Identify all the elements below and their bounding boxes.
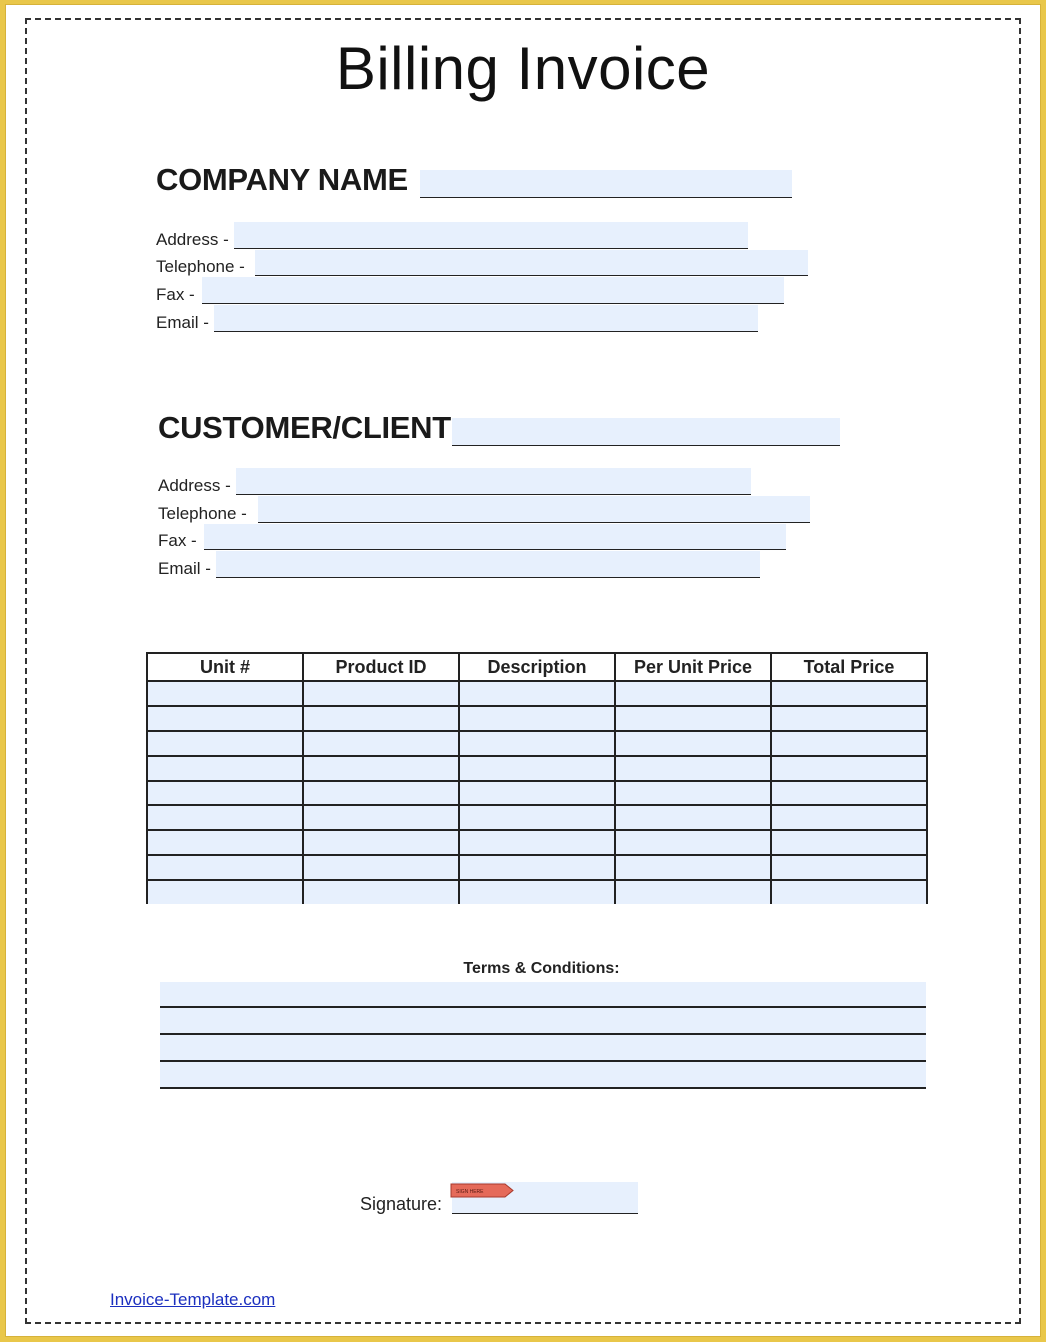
company-fax-field[interactable]: [202, 277, 784, 304]
table-cell[interactable]: [303, 805, 459, 830]
table-cell[interactable]: [771, 681, 927, 706]
table-cell[interactable]: [771, 855, 927, 880]
table-cell[interactable]: [459, 706, 615, 731]
table-cell[interactable]: [459, 855, 615, 880]
sign-here-tag-text: SIGN HERE: [456, 1189, 484, 1195]
table-cell[interactable]: [303, 855, 459, 880]
table-row: [147, 756, 927, 781]
table-cell[interactable]: [303, 781, 459, 806]
terms-line[interactable]: [160, 1062, 926, 1089]
customer-email-label: Email -: [158, 559, 211, 578]
table-cell[interactable]: [459, 781, 615, 806]
company-name-heading: COMPANY NAME: [156, 162, 408, 197]
items-table-body: [147, 681, 927, 904]
items-table: [146, 652, 928, 904]
customer-client-heading: CUSTOMER/CLIENT: [158, 410, 451, 445]
table-cell[interactable]: [615, 781, 771, 806]
terms-line[interactable]: [160, 1008, 926, 1035]
header-total-price: Total Price: [771, 653, 927, 681]
table-cell[interactable]: [615, 805, 771, 830]
table-cell[interactable]: [615, 681, 771, 706]
table-cell[interactable]: [303, 880, 459, 904]
table-cell[interactable]: [459, 756, 615, 781]
table-cell[interactable]: [771, 880, 927, 904]
table-cell[interactable]: [459, 830, 615, 855]
table-row: [147, 731, 927, 756]
table-cell[interactable]: [303, 706, 459, 731]
table-cell[interactable]: [147, 681, 303, 706]
signature-label: Signature:: [360, 1194, 443, 1214]
table-cell[interactable]: [771, 830, 927, 855]
table-row: [147, 880, 927, 904]
terms-line[interactable]: [160, 982, 926, 1008]
table-cell[interactable]: [459, 731, 615, 756]
table-cell[interactable]: [615, 880, 771, 904]
company-address-label: Address -: [156, 230, 229, 249]
table-row: [147, 681, 927, 706]
table-cell[interactable]: [771, 756, 927, 781]
table-cell[interactable]: [147, 706, 303, 731]
table-cell[interactable]: [303, 756, 459, 781]
table-cell[interactable]: [147, 756, 303, 781]
table-cell[interactable]: [147, 805, 303, 830]
table-cell[interactable]: [459, 681, 615, 706]
company-email-field[interactable]: [214, 305, 758, 332]
table-cell[interactable]: [147, 880, 303, 904]
table-cell[interactable]: [771, 781, 927, 806]
table-cell[interactable]: [147, 781, 303, 806]
company-email-label: Email -: [156, 313, 209, 332]
terms-conditions-label: Terms & Conditions:: [463, 960, 620, 977]
company-address-field[interactable]: [234, 222, 748, 249]
sign-here-tag-icon: [450, 1183, 514, 1198]
header-description: Description: [459, 653, 615, 681]
table-cell[interactable]: [615, 830, 771, 855]
footer-link[interactable]: Invoice-Template.com: [110, 1290, 276, 1309]
table-row: [147, 706, 927, 731]
customer-fax-label: Fax -: [158, 531, 197, 550]
table-cell[interactable]: [147, 830, 303, 855]
terms-line[interactable]: [160, 1035, 926, 1062]
table-row: [147, 830, 927, 855]
table-cell[interactable]: [303, 731, 459, 756]
table-cell[interactable]: [615, 855, 771, 880]
customer-client-field[interactable]: [452, 418, 840, 446]
table-cell[interactable]: [303, 830, 459, 855]
company-fax-label: Fax -: [156, 285, 195, 304]
customer-address-field[interactable]: [236, 468, 751, 495]
header-product-id: Product ID: [303, 653, 459, 681]
company-telephone-field[interactable]: [255, 250, 808, 276]
table-cell[interactable]: [615, 731, 771, 756]
table-cell[interactable]: [459, 880, 615, 904]
customer-address-label: Address -: [158, 476, 231, 495]
table-cell[interactable]: [459, 805, 615, 830]
table-row: [147, 855, 927, 880]
table-header-row: [147, 653, 927, 681]
table-cell[interactable]: [615, 756, 771, 781]
table-cell[interactable]: [147, 731, 303, 756]
header-per-unit-price: Per Unit Price: [615, 653, 771, 681]
table-row: [147, 805, 927, 830]
page-title: Billing Invoice: [335, 35, 711, 102]
customer-telephone-label: Telephone -: [158, 504, 247, 523]
customer-fax-field[interactable]: [204, 524, 786, 550]
customer-telephone-field[interactable]: [258, 496, 810, 523]
company-name-field[interactable]: [420, 170, 792, 198]
table-cell[interactable]: [771, 706, 927, 731]
table-cell[interactable]: [615, 706, 771, 731]
header-unit-number: Unit #: [147, 653, 303, 681]
table-cell[interactable]: [147, 855, 303, 880]
company-telephone-label: Telephone -: [156, 257, 245, 276]
table-cell[interactable]: [771, 805, 927, 830]
table-row: [147, 781, 927, 806]
customer-email-field[interactable]: [216, 551, 760, 578]
table-cell[interactable]: [771, 731, 927, 756]
table-cell[interactable]: [303, 681, 459, 706]
